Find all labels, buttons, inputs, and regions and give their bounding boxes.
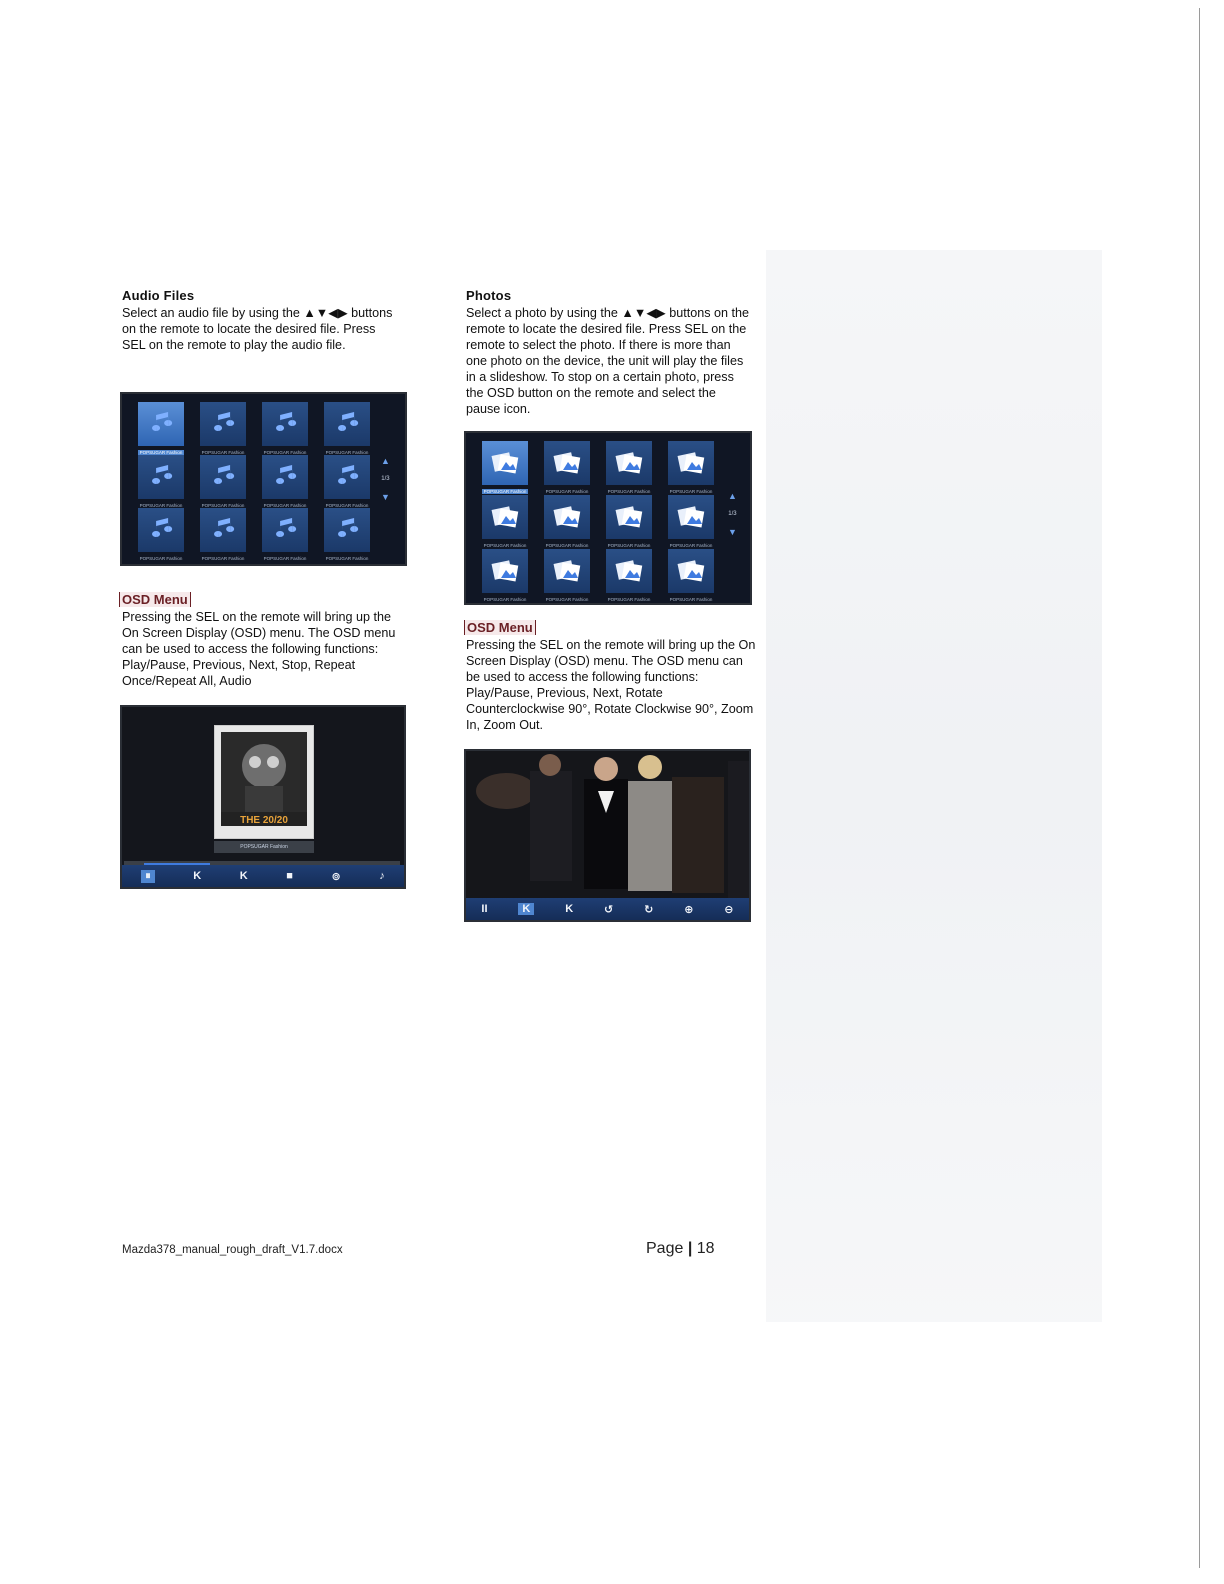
photo-file-tile[interactable] (598, 549, 660, 603)
tile-label: POPSUGAR Fashion (325, 450, 369, 455)
audio-file-tile[interactable] (192, 508, 254, 561)
photo-icon (482, 441, 528, 485)
photo-file-tile[interactable] (598, 441, 660, 495)
page-down-arrow-icon: ▼ (728, 527, 737, 537)
footer-file-name: Mazda378_manual_rough_draft_V1.7.docx (122, 1244, 343, 1256)
zoom-in-icon[interactable]: ⊕ (684, 903, 694, 916)
photo-icon (668, 495, 714, 539)
photo-icon (668, 549, 714, 593)
music-note-icon (200, 402, 246, 446)
tile-label: POPSUGAR Fashion (483, 489, 527, 494)
photo-icon (544, 549, 590, 593)
audio-file-tile[interactable] (130, 455, 192, 508)
audio-file-browser-screenshot (120, 392, 407, 566)
tile-label: POPSUGAR Fashion (201, 556, 245, 561)
audio-pager (381, 456, 390, 502)
play-pause-icon[interactable]: II (481, 903, 488, 915)
tile-label: POPSUGAR Fashion (263, 503, 307, 508)
audio-icon[interactable]: ♪ (379, 870, 385, 882)
music-note-icon (262, 402, 308, 446)
tile-label: POPSUGAR Fashion (607, 489, 651, 494)
tile-label: POPSUGAR Fashion (545, 489, 589, 494)
photo-icon (544, 495, 590, 539)
audio-osd-paragraph: Pressing the SEL on the remote will bring up the On Screen Display (OSD) menu. The OSD menu can be used to access the following functions: Play/Pause, Previous, Next, Stop, Repeat Once/Repeat All, Audio (122, 610, 396, 688)
tile-label: POPSUGAR Fashion (607, 543, 651, 548)
audio-file-tile[interactable] (316, 508, 378, 561)
audio-file-tile[interactable] (254, 455, 316, 508)
audio-player-screenshot (120, 705, 406, 889)
photo-icon (482, 495, 528, 539)
photo-file-tile[interactable] (660, 495, 722, 549)
music-note-icon (324, 402, 370, 446)
rotate-clockwise-icon[interactable]: ↻ (644, 903, 654, 916)
footer-page-number (646, 1240, 715, 1258)
photo-file-tile[interactable] (536, 549, 598, 603)
stop-icon[interactable]: ■ (286, 870, 293, 882)
audio-osd-menu-heading: OSD Menu (119, 592, 191, 607)
audio-files-paragraph: Select an audio file by using the ▲▼◀▶ buttons on the remote to locate the desired file. Press SEL on the remote to play the audio file. (122, 306, 393, 352)
audio-file-tile[interactable] (316, 455, 378, 508)
photo-osd-menu-heading: OSD Menu (464, 620, 536, 635)
next-icon[interactable]: K (565, 903, 574, 915)
page-label: Page (646, 1240, 684, 1257)
photo-viewer-screenshot (464, 749, 751, 922)
photo-file-tile[interactable] (660, 441, 722, 495)
zoom-out-icon[interactable]: ⊖ (724, 903, 734, 916)
tile-label: POPSUGAR Fashion (669, 597, 713, 602)
album-art-icon (215, 726, 313, 838)
tile-label: POPSUGAR Fashion (263, 450, 307, 455)
photo-page-indicator: 1/3 (728, 511, 737, 517)
audio-osd-control-bar (122, 865, 404, 887)
tile-label: POPSUGAR Fashion (201, 503, 245, 508)
photo-icon (606, 495, 652, 539)
music-note-icon (200, 455, 246, 499)
tile-label: POPSUGAR Fashion (669, 543, 713, 548)
audio-file-tile[interactable] (192, 402, 254, 455)
page-up-arrow-icon: ▲ (381, 456, 390, 466)
previous-icon[interactable]: K (193, 870, 202, 882)
photos-heading: Photos (466, 288, 512, 303)
photo-file-tile[interactable] (536, 495, 598, 549)
page-number: 18 (696, 1240, 715, 1257)
music-note-icon (138, 402, 184, 446)
tile-label: POPSUGAR Fashion (139, 503, 183, 508)
next-icon[interactable]: K (239, 870, 248, 882)
photo-file-tile[interactable] (660, 549, 722, 603)
photos-paragraph: Select a photo by using the ▲▼◀▶ buttons on the remote to locate the desired file. Press SEL on the remote to select the photo. If there is more than one photo on the device, the unit will play the files in a slideshow. To stop on a certain photo, press the OSD button on the remote and select the pause icon. (466, 306, 750, 416)
tile-label: POPSUGAR Fashion (201, 450, 245, 455)
album-text: THE 20/20 (240, 815, 288, 826)
tile-label: POPSUGAR Fashion (325, 556, 369, 561)
tile-label: POPSUGAR Fashion (545, 597, 589, 602)
scan-shading (766, 250, 1102, 1322)
photo-file-tile[interactable] (474, 549, 536, 603)
photo-file-browser-screenshot (464, 431, 752, 605)
photo-icon (606, 549, 652, 593)
photo-osd-paragraph: Pressing the SEL on the remote will bring up the On Screen Display (OSD) menu. The OSD menu can be used to access the following functions: Play/Pause, Previous, Next, Rotate Counterclockwise 90°, Rotate Clockwise 90°, Zoom In, Zoom Out. (466, 638, 756, 732)
play-pause-icon[interactable]: ⏸ (141, 870, 155, 883)
photo-thumbnail-grid (474, 441, 722, 603)
photo-file-tile[interactable] (598, 495, 660, 549)
tile-label: POPSUGAR Fashion (325, 503, 369, 508)
tile-label: POPSUGAR Fashion (483, 597, 527, 602)
track-caption: POPSUGAR Fashion (214, 841, 314, 853)
music-note-icon (138, 455, 184, 499)
photo-file-tile[interactable] (536, 441, 598, 495)
photo-osd-control-bar (466, 898, 749, 920)
music-note-icon (138, 508, 184, 552)
music-note-icon (200, 508, 246, 552)
album-cover (214, 725, 314, 839)
tile-label: POPSUGAR Fashion (483, 543, 527, 548)
audio-files-heading: Audio Files (122, 288, 195, 303)
tile-label: POPSUGAR Fashion (139, 556, 183, 561)
page-separator: | (687, 1240, 693, 1257)
tile-label: POPSUGAR Fashion (263, 556, 307, 561)
music-note-icon (262, 508, 308, 552)
audio-file-tile[interactable] (192, 455, 254, 508)
audio-file-tile[interactable] (254, 402, 316, 455)
page-up-arrow-icon: ▲ (728, 491, 737, 501)
audio-thumbnail-grid (130, 402, 378, 561)
audio-file-tile[interactable] (316, 402, 378, 455)
photo-file-tile[interactable] (474, 441, 536, 495)
tile-label: POPSUGAR Fashion (545, 543, 589, 548)
photo-icon (544, 441, 590, 485)
page-edge-line (1199, 8, 1200, 1568)
previous-icon[interactable]: K (518, 903, 534, 915)
audio-file-tile[interactable] (254, 508, 316, 561)
repeat-icon[interactable]: ⊚ (331, 870, 341, 883)
photo-file-tile[interactable] (474, 495, 536, 549)
audio-file-tile[interactable] (130, 508, 192, 561)
tile-label: POPSUGAR Fashion (669, 489, 713, 494)
photo-icon (668, 441, 714, 485)
tile-label: POPSUGAR Fashion (139, 450, 183, 455)
music-note-icon (262, 455, 308, 499)
music-note-icon (324, 508, 370, 552)
photo-image (466, 751, 751, 901)
photo-pager (728, 491, 737, 537)
rotate-counterclockwise-icon[interactable]: ↺ (604, 903, 614, 916)
page-down-arrow-icon: ▼ (381, 492, 390, 502)
tile-label: POPSUGAR Fashion (607, 597, 651, 602)
audio-page-indicator: 1/3 (381, 476, 390, 482)
photo-icon (606, 441, 652, 485)
photo-icon (482, 549, 528, 593)
music-note-icon (324, 455, 370, 499)
audio-file-tile[interactable] (130, 402, 192, 455)
